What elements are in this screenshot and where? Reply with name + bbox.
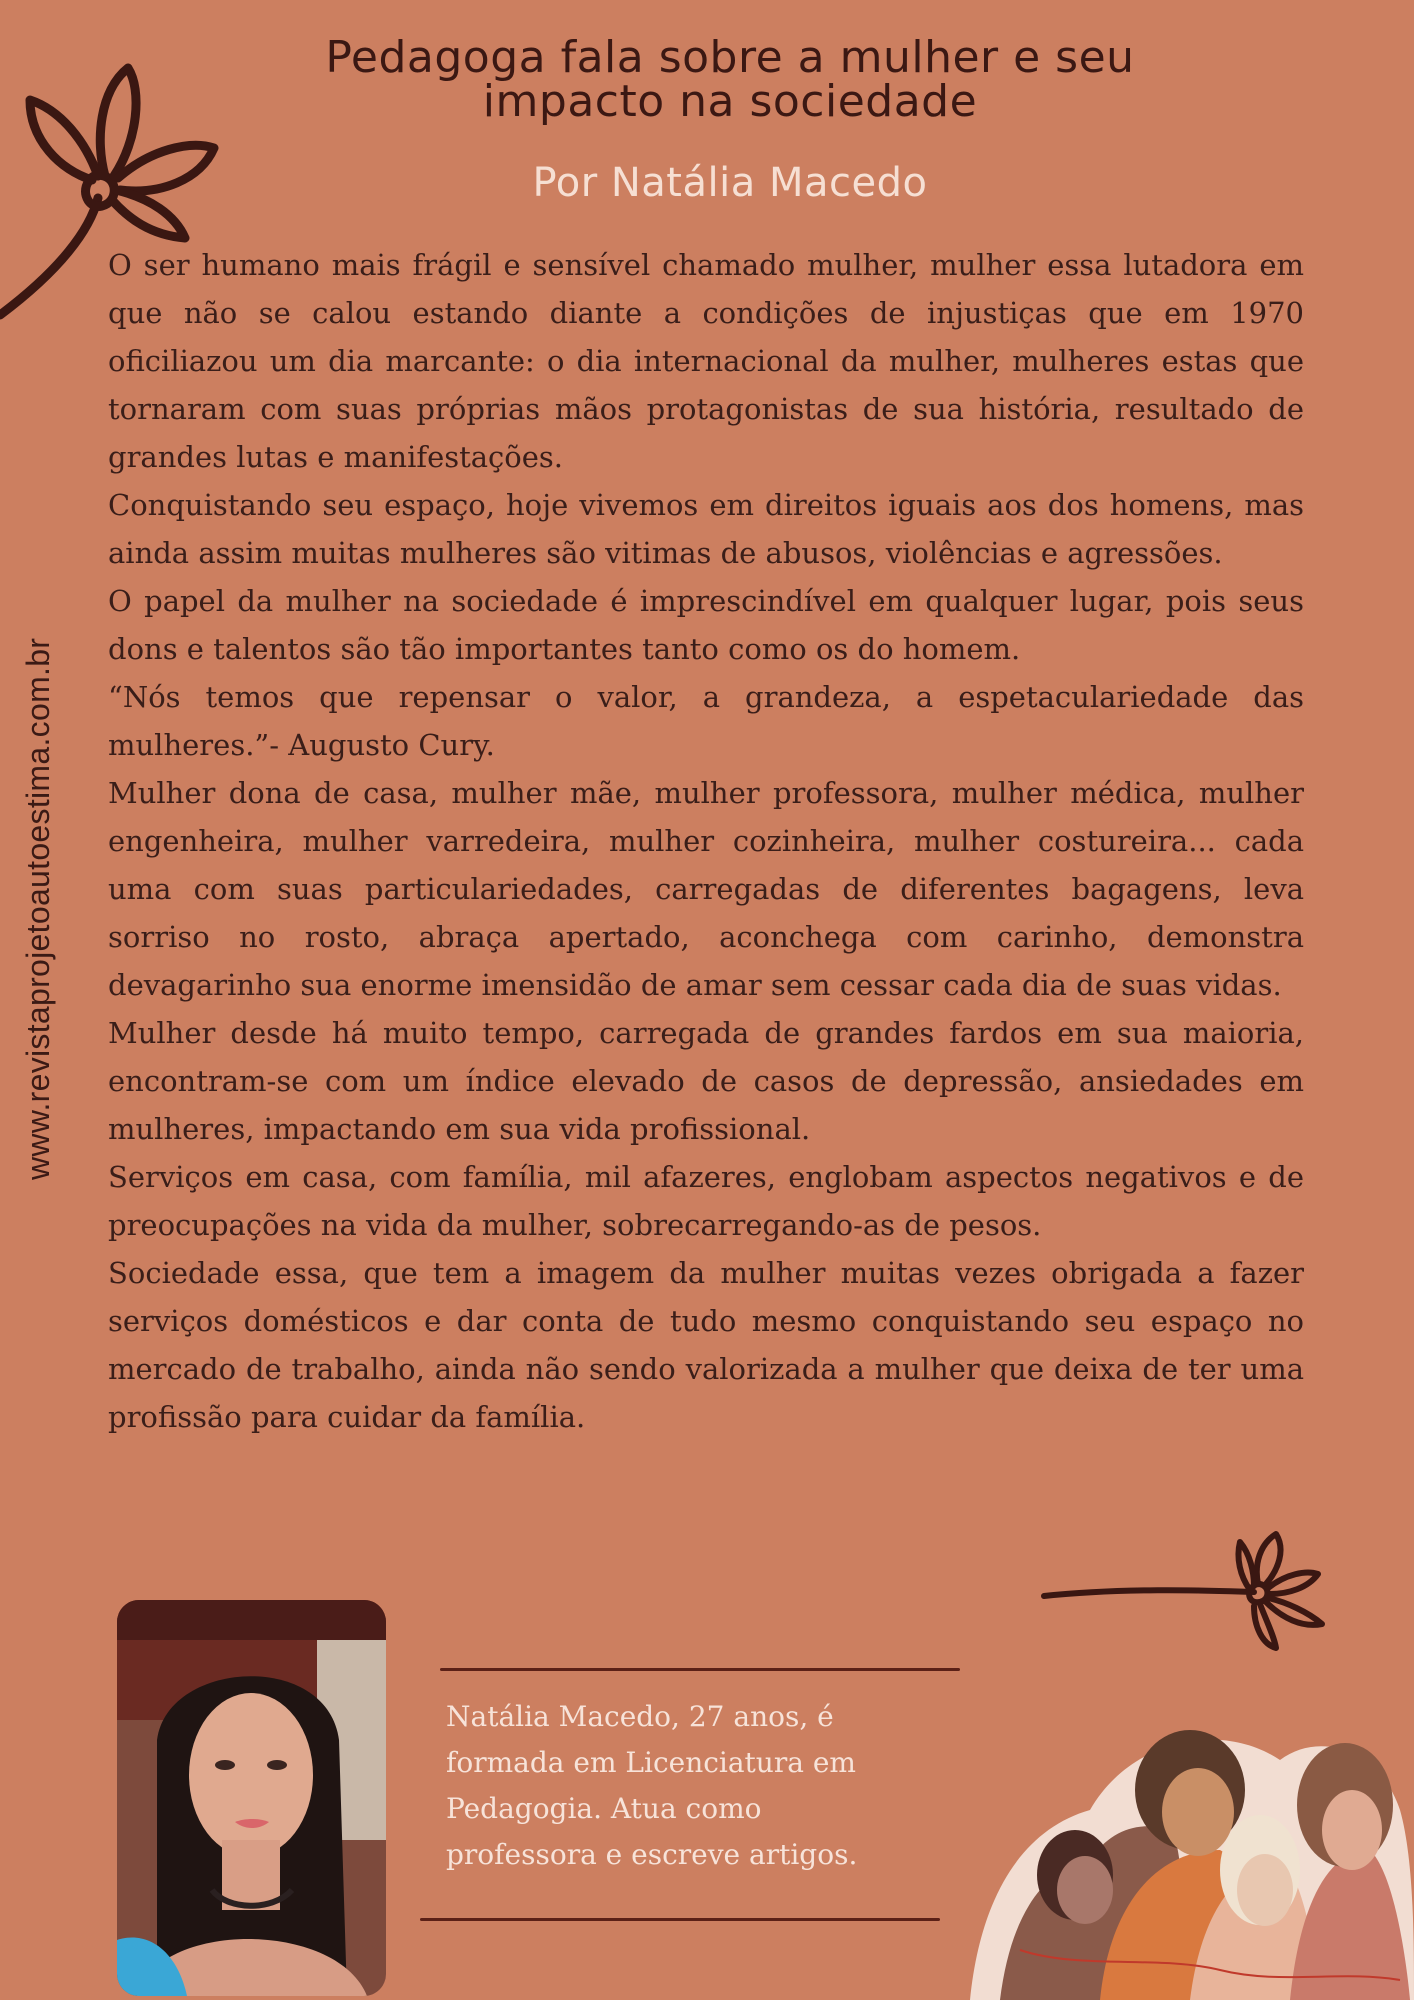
- article-title-line: Pedagoga fala sobre a mulher e seu: [325, 32, 1135, 83]
- divider: [420, 1918, 940, 1921]
- author-bio: [446, 1694, 946, 1878]
- divider: [440, 1668, 960, 1671]
- author-bio-line: formada em Licenciatura em: [446, 1746, 856, 1779]
- body-paragraph: “Nós temos que repensar o valor, a grandeza, a espetaculariedade das mulheres.”- Augusto Cury.: [108, 680, 1304, 762]
- author-photo: [117, 1600, 386, 1996]
- author-bio-line: professora e escreve artigos.: [446, 1838, 858, 1871]
- body-paragraph: Conquistando seu espaço, hoje vivemos em direitos iguais aos dos homens, mas ainda assim muitas mulheres são vitimas de abusos, violências e agressões.: [108, 488, 1304, 570]
- women-illustration: [960, 1700, 1414, 2000]
- body-paragraph: Mulher desde há muito tempo, carregada de grandes fardos em sua maioria, encontram-se com um índice elevado de casos de depressão, ansiedades em mulheres, impactando em sua vida profissional.: [108, 1016, 1304, 1146]
- author-bio-line: Pedagogia. Atua como: [446, 1792, 762, 1825]
- body-paragraph: Serviços em casa, com família, mil afazeres, englobam aspectos negativos e de preocupações na vida da mulher, sobrecarregando-as de pesos.: [108, 1160, 1304, 1242]
- author-bio-line: Natália Macedo, 27 anos, é: [446, 1700, 834, 1733]
- article-title-line: impacto na sociedade: [482, 76, 978, 127]
- website-url: www.revistaprojetoautoestima.com.br: [20, 637, 56, 1180]
- article-title: [250, 32, 1210, 127]
- body-paragraph: Mulher dona de casa, mulher mãe, mulher professora, mulher médica, mulher engenheira, mulher varredeira, mulher cozinheira, mulher costureira... cada uma com suas particulariedades, carregadas de diferentes bagagens, leva sorriso no rosto, abraça apertado, aconchega com carinho, demonstra devagarinho sua enorme imensidão de amar sem cessar cada dia de suas vidas.: [108, 776, 1304, 1002]
- body-paragraph: O ser humano mais frágil e sensível chamado mulher, mulher essa lutadora em que não se calou estando diante a condições de injustiças que em 1970 oficiliazou um dia marcante: o dia internacional da mulher, mulheres estas que tornaram com suas próprias mãos protagonistas de sua história, resultado de grandes lutas e manifestações.: [108, 248, 1304, 474]
- flower-icon: [1040, 1528, 1330, 1658]
- body-paragraph: Sociedade essa, que tem a imagem da mulher muitas vezes obrigada a fazer serviços domésticos e dar conta de tudo mesmo conquistando seu espaço no mercado de trabalho, ainda não sendo valorizada a mulher que deixa de ter uma profissão para cuidar da família.: [108, 1256, 1304, 1434]
- body-paragraph: O papel da mulher na sociedade é imprescindível em qualquer lugar, pois seus dons e talentos são tão importantes tanto como os do homem.: [108, 584, 1304, 666]
- article-body: [108, 241, 1304, 1441]
- author-byline: Por Natália Macedo: [532, 160, 928, 206]
